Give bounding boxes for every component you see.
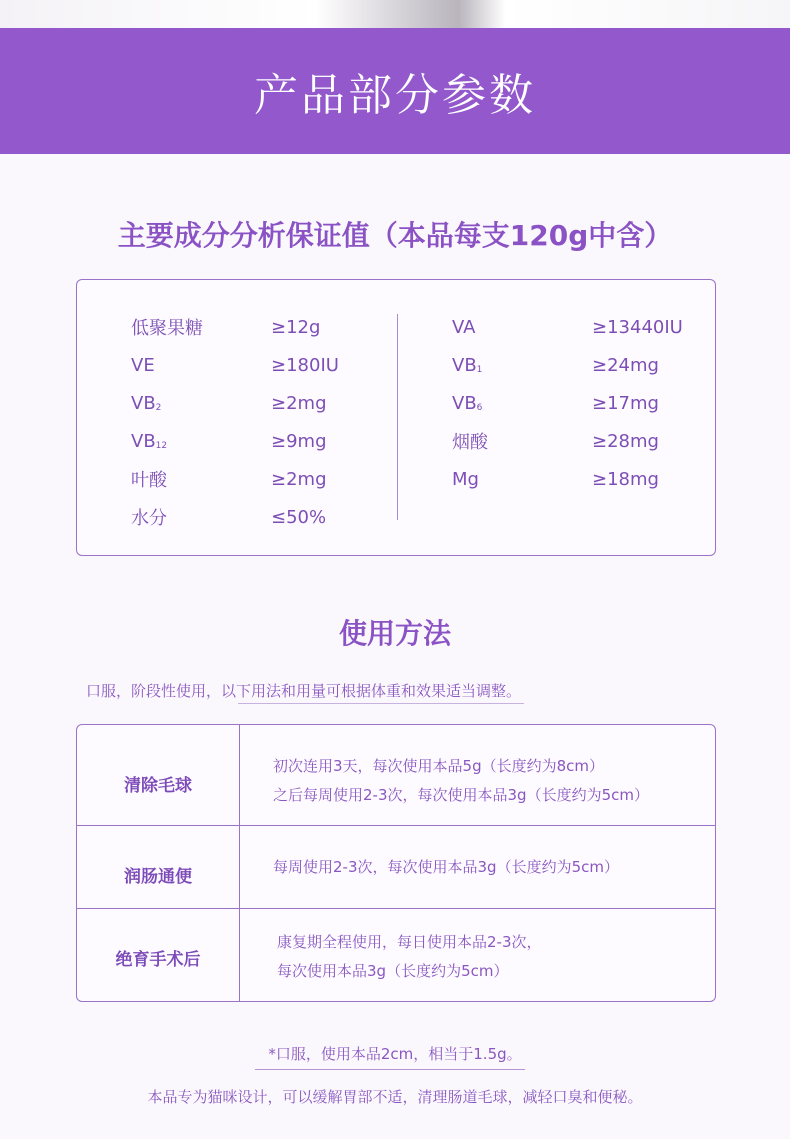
usage-intro-underline (238, 703, 524, 704)
nutrition-row (452, 422, 742, 460)
nutrient-value: ≥13440IU (592, 316, 683, 338)
nutrition-left-column (131, 308, 421, 536)
footnote-underline (255, 1069, 525, 1070)
nutrition-row (131, 346, 421, 384)
usage-table (76, 724, 716, 1002)
nutrition-section-title: 主要成分分析保证值（本品每支120g中含） (117, 219, 673, 252)
nutrition-column-divider (397, 314, 398, 520)
usage-row-divider (77, 908, 715, 909)
nutrient-value: ≥2mg (271, 468, 327, 490)
nutrient-name: $VB_2$ (131, 392, 162, 414)
nutrient-value: ≥180IU (271, 354, 339, 376)
dosage-footnote: *口服，使用本品2cm，相当于1.5g。 (268, 1045, 522, 1063)
nutrition-row (131, 384, 421, 422)
nutrient-value: ≥17mg (592, 392, 659, 414)
nutrient-value: ≥24mg (592, 354, 659, 376)
usage-text-hairball (273, 752, 649, 810)
nutrition-row (452, 384, 742, 422)
nutrient-name: 水分 (131, 508, 167, 529)
nutrition-row (131, 422, 421, 460)
usage-label-post-surgery: 绝育手术后 (115, 950, 201, 970)
usage-row-divider (77, 825, 715, 826)
usage-section-title: 使用方法 (338, 617, 451, 650)
usage-text-digestion (273, 853, 619, 882)
nutrition-table (76, 279, 716, 556)
usage-line: 之后每周使用2-3次，每次使用本品3g（长度约为5cm） (273, 786, 649, 804)
nutrition-row (131, 498, 421, 536)
nutrient-value: ≥9mg (271, 430, 327, 452)
nutrition-right-column (452, 308, 742, 498)
product-description: 本品专为猫咪设计，可以缓解胃部不适，清理肠道毛球，减轻口臭和便秘。 (147, 1088, 643, 1106)
usage-line: 每周使用2-3次，每次使用本品3g（长度约为5cm） (273, 858, 619, 876)
header-banner (0, 28, 790, 154)
usage-text-post-surgery (277, 928, 542, 986)
nutrient-name: $VB_{12}$ (131, 430, 168, 452)
usage-intro-text: 口服，阶段性使用，以下用法和用量可根据体重和效果适当调整。 (86, 682, 522, 700)
nutrient-name: VA (452, 316, 476, 338)
nutrient-name: 烟酸 (452, 432, 488, 453)
nutrient-name: 低聚果糖 (131, 318, 203, 339)
usage-line: 初次连用3天，每次使用本品5g（长度约为8cm） (273, 757, 605, 775)
nutrient-value: ≥18mg (592, 468, 659, 490)
nutrient-name: $VB_6$ (452, 392, 483, 414)
nutrient-value: ≤50% (271, 506, 327, 528)
usage-label-hairball: 清除毛球 (124, 776, 192, 796)
usage-column-divider (239, 725, 240, 1001)
nutrient-value: ≥12g (271, 316, 321, 338)
top-product-strip (0, 0, 790, 28)
nutrient-value: ≥2mg (271, 392, 327, 414)
usage-line: 康复期全程使用，每日使用本品2-3次， (277, 933, 542, 951)
nutrition-row (131, 308, 421, 346)
page-title: 产品部分参数 (254, 70, 536, 121)
nutrition-row (452, 308, 742, 346)
nutrition-row (131, 460, 421, 498)
usage-line: 每次使用本品3g（长度约为5cm） (277, 962, 509, 980)
nutrient-name: 叶酸 (131, 470, 167, 491)
nutrient-name: VE (131, 354, 155, 376)
nutrient-value: ≥28mg (592, 430, 659, 452)
nutrition-row (452, 460, 742, 498)
nutrient-name: $VB_1$ (452, 354, 483, 376)
nutrition-row (452, 346, 742, 384)
nutrient-name: Mg (452, 468, 479, 490)
usage-label-digestion: 润肠通便 (124, 867, 192, 887)
